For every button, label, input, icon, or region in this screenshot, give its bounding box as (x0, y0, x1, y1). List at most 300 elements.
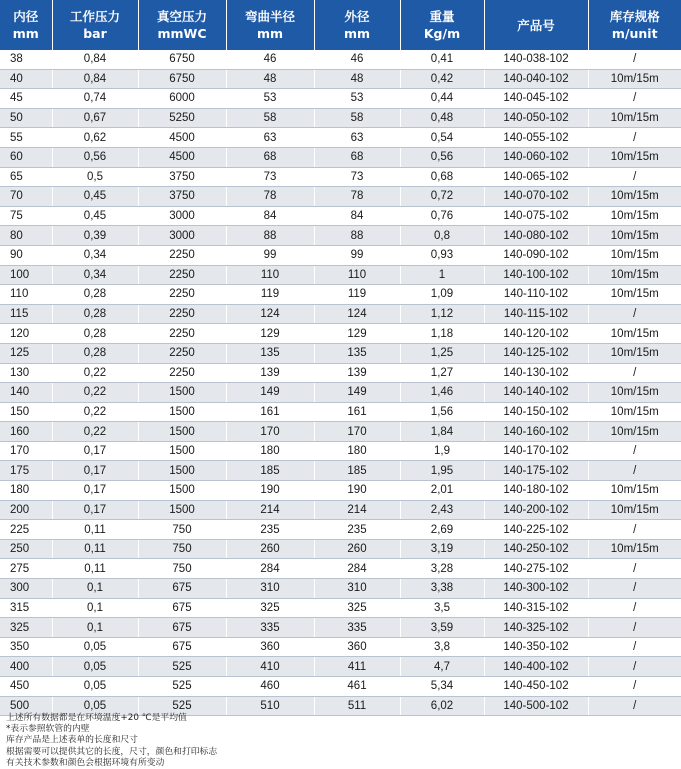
header-bend-radius-unit: mm (256, 26, 284, 41)
cell-outer-diameter: 511 (314, 696, 400, 716)
cell-bend-radius: 190 (226, 481, 314, 501)
cell-vacuum-pressure: 6750 (138, 50, 226, 69)
cell-weight: 0,54 (400, 128, 484, 148)
cell-inner-diameter: 500 (0, 696, 52, 716)
cell-working-pressure: 0,62 (52, 128, 138, 148)
cell-weight: 0,42 (400, 69, 484, 89)
table-row (0, 402, 681, 422)
header-vacuum-pressure (138, 0, 226, 50)
cell-product-number: 140-170-102 (484, 441, 588, 461)
cell-stock-spec: / (588, 363, 681, 383)
header-weight (400, 0, 484, 50)
cell-vacuum-pressure: 3000 (138, 226, 226, 246)
cell-product-number: 140-250-102 (484, 539, 588, 559)
table-row (0, 539, 681, 559)
cell-weight: 1,18 (400, 324, 484, 344)
table-row (0, 128, 681, 148)
cell-working-pressure: 0,34 (52, 265, 138, 285)
cell-outer-diameter: 124 (314, 304, 400, 324)
table-row (0, 343, 681, 363)
header-inner-diameter (0, 0, 52, 50)
header-working-pressure-label: 工作压力 (69, 9, 120, 24)
cell-inner-diameter: 275 (0, 559, 52, 579)
cell-bend-radius: 335 (226, 618, 314, 638)
cell-bend-radius: 149 (226, 383, 314, 403)
header-bend-radius (226, 0, 314, 50)
cell-weight: 0,72 (400, 187, 484, 207)
cell-outer-diameter: 99 (314, 245, 400, 265)
cell-working-pressure: 0,17 (52, 461, 138, 481)
cell-bend-radius: 510 (226, 696, 314, 716)
cell-stock-spec: 10m/15m (588, 265, 681, 285)
cell-bend-radius: 284 (226, 559, 314, 579)
cell-bend-radius: 310 (226, 579, 314, 599)
cell-outer-diameter: 161 (314, 402, 400, 422)
table-row (0, 324, 681, 344)
cell-weight: 1 (400, 265, 484, 285)
cell-stock-spec: 10m/15m (588, 383, 681, 403)
cell-inner-diameter: 130 (0, 363, 52, 383)
cell-vacuum-pressure: 750 (138, 539, 226, 559)
table-row (0, 677, 681, 697)
cell-bend-radius: 139 (226, 363, 314, 383)
cell-outer-diameter: 48 (314, 69, 400, 89)
cell-product-number: 140-315-102 (484, 598, 588, 618)
cell-bend-radius: 360 (226, 637, 314, 657)
cell-bend-radius: 58 (226, 108, 314, 128)
cell-weight: 1,09 (400, 285, 484, 305)
cell-inner-diameter: 400 (0, 657, 52, 677)
cell-vacuum-pressure: 2250 (138, 265, 226, 285)
footnote-line: 根据需要可以提供其它的长度，尺寸，颜色和打印标志 (6, 746, 218, 757)
cell-weight: 1,84 (400, 422, 484, 442)
cell-working-pressure: 0,67 (52, 108, 138, 128)
cell-working-pressure: 0,74 (52, 89, 138, 109)
cell-weight: 3,28 (400, 559, 484, 579)
cell-working-pressure: 0,84 (52, 50, 138, 69)
cell-stock-spec: / (588, 696, 681, 716)
cell-vacuum-pressure: 675 (138, 598, 226, 618)
cell-vacuum-pressure: 750 (138, 559, 226, 579)
cell-product-number: 140-125-102 (484, 343, 588, 363)
table-row (0, 618, 681, 638)
cell-vacuum-pressure: 6750 (138, 69, 226, 89)
cell-working-pressure: 0,11 (52, 559, 138, 579)
cell-vacuum-pressure: 675 (138, 618, 226, 638)
footnote-line: 有关技术参数和颜色会根据环境有所变动 (6, 757, 165, 768)
cell-vacuum-pressure: 3000 (138, 206, 226, 226)
cell-product-number: 140-325-102 (484, 618, 588, 638)
cell-product-number: 140-050-102 (484, 108, 588, 128)
cell-weight: 5,34 (400, 677, 484, 697)
cell-weight: 3,5 (400, 598, 484, 618)
table-row (0, 461, 681, 481)
cell-working-pressure: 0,17 (52, 481, 138, 501)
table-row (0, 50, 681, 69)
cell-vacuum-pressure: 2250 (138, 245, 226, 265)
cell-weight: 1,56 (400, 402, 484, 422)
table-row (0, 383, 681, 403)
cell-bend-radius: 99 (226, 245, 314, 265)
cell-bend-radius: 46 (226, 50, 314, 69)
cell-product-number: 140-075-102 (484, 206, 588, 226)
cell-weight: 1,25 (400, 343, 484, 363)
cell-product-number: 140-500-102 (484, 696, 588, 716)
cell-stock-spec: / (588, 520, 681, 540)
table-row (0, 69, 681, 89)
cell-bend-radius: 84 (226, 206, 314, 226)
cell-outer-diameter: 119 (314, 285, 400, 305)
cell-vacuum-pressure: 1500 (138, 500, 226, 520)
cell-inner-diameter: 55 (0, 128, 52, 148)
header-stock-spec (588, 0, 681, 50)
cell-outer-diameter: 149 (314, 383, 400, 403)
cell-vacuum-pressure: 750 (138, 520, 226, 540)
cell-product-number: 140-275-102 (484, 559, 588, 579)
header-working-pressure-unit: bar (83, 26, 107, 41)
cell-working-pressure: 0,28 (52, 285, 138, 305)
cell-vacuum-pressure: 1500 (138, 422, 226, 442)
table-row (0, 637, 681, 657)
cell-weight: 3,59 (400, 618, 484, 638)
cell-stock-spec: 10m/15m (588, 245, 681, 265)
table-body (0, 50, 681, 716)
cell-outer-diameter: 185 (314, 461, 400, 481)
cell-vacuum-pressure: 1500 (138, 383, 226, 403)
cell-working-pressure: 0,45 (52, 187, 138, 207)
cell-bend-radius: 88 (226, 226, 314, 246)
cell-inner-diameter: 40 (0, 69, 52, 89)
cell-vacuum-pressure: 2250 (138, 285, 226, 305)
cell-working-pressure: 0,05 (52, 657, 138, 677)
cell-weight: 2,01 (400, 481, 484, 501)
cell-stock-spec: / (588, 461, 681, 481)
cell-vacuum-pressure: 2250 (138, 343, 226, 363)
cell-outer-diameter: 46 (314, 50, 400, 69)
cell-working-pressure: 0,28 (52, 304, 138, 324)
cell-stock-spec: / (588, 304, 681, 324)
cell-bend-radius: 214 (226, 500, 314, 520)
cell-vacuum-pressure: 4500 (138, 128, 226, 148)
cell-vacuum-pressure: 525 (138, 696, 226, 716)
table-row (0, 167, 681, 187)
cell-working-pressure: 0,17 (52, 441, 138, 461)
cell-weight: 6,02 (400, 696, 484, 716)
cell-working-pressure: 0,22 (52, 383, 138, 403)
cell-bend-radius: 73 (226, 167, 314, 187)
cell-vacuum-pressure: 1500 (138, 481, 226, 501)
cell-working-pressure: 0,28 (52, 343, 138, 363)
cell-weight: 1,27 (400, 363, 484, 383)
cell-bend-radius: 161 (226, 402, 314, 422)
table-row (0, 598, 681, 618)
cell-inner-diameter: 80 (0, 226, 52, 246)
table-row (0, 481, 681, 501)
table-row (0, 285, 681, 305)
cell-stock-spec: / (588, 50, 681, 69)
cell-stock-spec: / (588, 598, 681, 618)
cell-stock-spec: / (588, 167, 681, 187)
cell-bend-radius: 78 (226, 187, 314, 207)
cell-working-pressure: 0,22 (52, 402, 138, 422)
cell-outer-diameter: 325 (314, 598, 400, 618)
cell-working-pressure: 0,84 (52, 69, 138, 89)
table-row (0, 265, 681, 285)
cell-stock-spec: 10m/15m (588, 187, 681, 207)
cell-product-number: 140-040-102 (484, 69, 588, 89)
cell-inner-diameter: 115 (0, 304, 52, 324)
footnotes (6, 713, 676, 769)
cell-working-pressure: 0,28 (52, 324, 138, 344)
cell-working-pressure: 0,05 (52, 637, 138, 657)
cell-bend-radius: 180 (226, 441, 314, 461)
cell-bend-radius: 260 (226, 539, 314, 559)
cell-weight: 3,19 (400, 539, 484, 559)
cell-outer-diameter: 214 (314, 500, 400, 520)
cell-stock-spec: / (588, 89, 681, 109)
cell-weight: 0,48 (400, 108, 484, 128)
cell-bend-radius: 119 (226, 285, 314, 305)
cell-bend-radius: 63 (226, 128, 314, 148)
cell-outer-diameter: 68 (314, 147, 400, 167)
cell-inner-diameter: 50 (0, 108, 52, 128)
cell-vacuum-pressure: 675 (138, 579, 226, 599)
header-outer-diameter-unit: mm (343, 26, 371, 41)
cell-product-number: 140-045-102 (484, 89, 588, 109)
cell-stock-spec: 10m/15m (588, 108, 681, 128)
cell-outer-diameter: 170 (314, 422, 400, 442)
table-row (0, 147, 681, 167)
cell-inner-diameter: 180 (0, 481, 52, 501)
table-row (0, 579, 681, 599)
cell-outer-diameter: 411 (314, 657, 400, 677)
cell-inner-diameter: 140 (0, 383, 52, 403)
cell-stock-spec: 10m/15m (588, 402, 681, 422)
cell-inner-diameter: 250 (0, 539, 52, 559)
cell-outer-diameter: 260 (314, 539, 400, 559)
table-row (0, 89, 681, 109)
header-product-number-label: 产品号 (517, 17, 555, 33)
cell-inner-diameter: 75 (0, 206, 52, 226)
cell-weight: 0,93 (400, 245, 484, 265)
cell-outer-diameter: 335 (314, 618, 400, 638)
cell-product-number: 140-065-102 (484, 167, 588, 187)
cell-product-number: 140-140-102 (484, 383, 588, 403)
cell-inner-diameter: 90 (0, 245, 52, 265)
cell-inner-diameter: 175 (0, 461, 52, 481)
cell-inner-diameter: 65 (0, 167, 52, 187)
cell-product-number: 140-115-102 (484, 304, 588, 324)
cell-bend-radius: 185 (226, 461, 314, 481)
table-row (0, 422, 681, 442)
cell-product-number: 140-055-102 (484, 128, 588, 148)
table-row (0, 657, 681, 677)
cell-outer-diameter: 360 (314, 637, 400, 657)
cell-vacuum-pressure: 2250 (138, 363, 226, 383)
cell-inner-diameter: 45 (0, 89, 52, 109)
cell-outer-diameter: 73 (314, 167, 400, 187)
cell-stock-spec: / (588, 441, 681, 461)
cell-stock-spec: / (588, 637, 681, 657)
header-vacuum-pressure-label: 真空压力 (156, 9, 207, 24)
cell-bend-radius: 53 (226, 89, 314, 109)
cell-stock-spec: / (588, 677, 681, 697)
table-header (0, 0, 681, 50)
cell-product-number: 140-110-102 (484, 285, 588, 305)
cell-inner-diameter: 450 (0, 677, 52, 697)
cell-outer-diameter: 63 (314, 128, 400, 148)
header-inner-diameter-unit: mm (12, 26, 39, 41)
cell-vacuum-pressure: 6000 (138, 89, 226, 109)
cell-product-number: 140-150-102 (484, 402, 588, 422)
table-row (0, 245, 681, 265)
header-stock-spec-unit: m/unit (611, 26, 658, 41)
table-row (0, 441, 681, 461)
cell-weight: 2,43 (400, 500, 484, 520)
cell-bend-radius: 460 (226, 677, 314, 697)
cell-stock-spec: 10m/15m (588, 500, 681, 520)
cell-stock-spec: 10m/15m (588, 422, 681, 442)
header-vacuum-pressure-unit: mmWC (157, 26, 207, 41)
cell-inner-diameter: 100 (0, 265, 52, 285)
cell-bend-radius: 124 (226, 304, 314, 324)
cell-stock-spec: 10m/15m (588, 69, 681, 89)
table-row (0, 363, 681, 383)
table-row (0, 500, 681, 520)
cell-stock-spec: / (588, 618, 681, 638)
cell-weight: 0,8 (400, 226, 484, 246)
cell-inner-diameter: 350 (0, 637, 52, 657)
header-working-pressure (52, 0, 138, 50)
header-weight-unit: Kg/m (423, 26, 461, 41)
cell-outer-diameter: 180 (314, 441, 400, 461)
cell-working-pressure: 0,05 (52, 696, 138, 716)
cell-working-pressure: 0,11 (52, 520, 138, 540)
cell-vacuum-pressure: 4500 (138, 147, 226, 167)
cell-working-pressure: 0,17 (52, 500, 138, 520)
cell-vacuum-pressure: 2250 (138, 304, 226, 324)
cell-bend-radius: 410 (226, 657, 314, 677)
table-row (0, 304, 681, 324)
cell-working-pressure: 0,1 (52, 598, 138, 618)
cell-vacuum-pressure: 2250 (138, 324, 226, 344)
cell-stock-spec: 10m/15m (588, 285, 681, 305)
cell-weight: 3,8 (400, 637, 484, 657)
cell-outer-diameter: 135 (314, 343, 400, 363)
footnote-line: *表示参照软管的内壁 (6, 724, 90, 735)
cell-inner-diameter: 300 (0, 579, 52, 599)
cell-outer-diameter: 58 (314, 108, 400, 128)
cell-product-number: 140-350-102 (484, 637, 588, 657)
cell-weight: 1,9 (400, 441, 484, 461)
header-stock-spec-label: 库存规格 (609, 9, 660, 24)
cell-inner-diameter: 160 (0, 422, 52, 442)
cell-vacuum-pressure: 5250 (138, 108, 226, 128)
cell-outer-diameter: 461 (314, 677, 400, 697)
footnote-line: 库存产品是上述表单的长度和尺寸 (6, 735, 138, 746)
cell-product-number: 140-300-102 (484, 579, 588, 599)
cell-outer-diameter: 53 (314, 89, 400, 109)
cell-weight: 3,38 (400, 579, 484, 599)
cell-inner-diameter: 125 (0, 343, 52, 363)
cell-inner-diameter: 110 (0, 285, 52, 305)
cell-working-pressure: 0,1 (52, 579, 138, 599)
cell-bend-radius: 135 (226, 343, 314, 363)
cell-working-pressure: 0,56 (52, 147, 138, 167)
cell-outer-diameter: 129 (314, 324, 400, 344)
table-row (0, 520, 681, 540)
header-outer-diameter-label: 外径 (344, 9, 370, 24)
cell-outer-diameter: 139 (314, 363, 400, 383)
cell-inner-diameter: 325 (0, 618, 52, 638)
cell-outer-diameter: 235 (314, 520, 400, 540)
cell-outer-diameter: 78 (314, 187, 400, 207)
cell-vacuum-pressure: 1500 (138, 461, 226, 481)
cell-bend-radius: 110 (226, 265, 314, 285)
cell-product-number: 140-080-102 (484, 226, 588, 246)
header-bend-radius-label: 弯曲半径 (244, 9, 295, 24)
table-row (0, 187, 681, 207)
cell-working-pressure: 0,34 (52, 245, 138, 265)
cell-product-number: 140-100-102 (484, 265, 588, 285)
cell-weight: 4,7 (400, 657, 484, 677)
cell-product-number: 140-060-102 (484, 147, 588, 167)
cell-inner-diameter: 225 (0, 520, 52, 540)
footnote-line: 上述所有数据都是在环境温度+20 ℃是平均值 (6, 713, 187, 723)
cell-vacuum-pressure: 675 (138, 637, 226, 657)
cell-bend-radius: 129 (226, 324, 314, 344)
cell-inner-diameter: 200 (0, 500, 52, 520)
cell-working-pressure: 0,22 (52, 363, 138, 383)
cell-vacuum-pressure: 3750 (138, 187, 226, 207)
cell-stock-spec: 10m/15m (588, 206, 681, 226)
cell-product-number: 140-120-102 (484, 324, 588, 344)
header-inner-diameter-label: 内径 (13, 9, 39, 24)
cell-outer-diameter: 110 (314, 265, 400, 285)
cell-product-number: 140-038-102 (484, 50, 588, 69)
cell-product-number: 140-130-102 (484, 363, 588, 383)
header-weight-label: 重量 (429, 9, 455, 24)
cell-outer-diameter: 310 (314, 579, 400, 599)
cell-bend-radius: 48 (226, 69, 314, 89)
table-row (0, 226, 681, 246)
cell-vacuum-pressure: 525 (138, 677, 226, 697)
cell-weight: 1,95 (400, 461, 484, 481)
table-row (0, 559, 681, 579)
cell-outer-diameter: 84 (314, 206, 400, 226)
cell-weight: 0,41 (400, 50, 484, 69)
cell-product-number: 140-070-102 (484, 187, 588, 207)
cell-stock-spec: 10m/15m (588, 324, 681, 344)
cell-stock-spec: 10m/15m (588, 481, 681, 501)
cell-weight: 1,46 (400, 383, 484, 403)
cell-inner-diameter: 38 (0, 50, 52, 69)
cell-product-number: 140-400-102 (484, 657, 588, 677)
cell-outer-diameter: 190 (314, 481, 400, 501)
cell-stock-spec: 10m/15m (588, 539, 681, 559)
cell-working-pressure: 0,45 (52, 206, 138, 226)
cell-weight: 2,69 (400, 520, 484, 540)
header-outer-diameter (314, 0, 400, 50)
cell-inner-diameter: 170 (0, 441, 52, 461)
cell-weight: 0,76 (400, 206, 484, 226)
header-product-number (484, 0, 588, 50)
cell-inner-diameter: 60 (0, 147, 52, 167)
cell-outer-diameter: 284 (314, 559, 400, 579)
cell-bend-radius: 68 (226, 147, 314, 167)
cell-stock-spec: / (588, 128, 681, 148)
cell-stock-spec: 10m/15m (588, 226, 681, 246)
